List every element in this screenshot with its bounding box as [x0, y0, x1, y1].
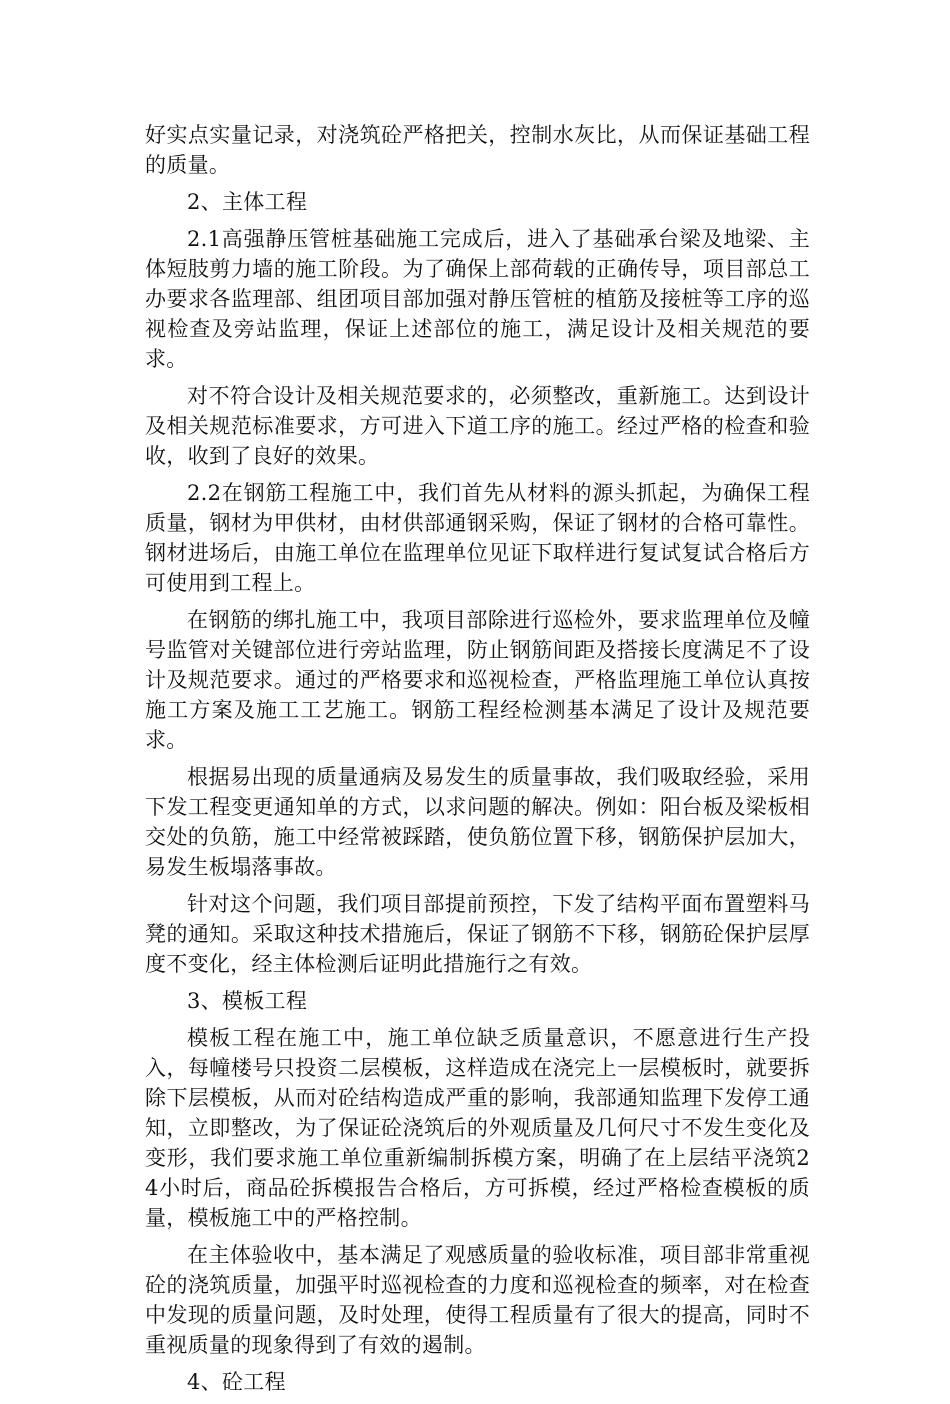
- document-body: [145, 120, 810, 1404]
- paragraph: 在钢筋的绑扎施工中，我项目部除进行巡检外，要求监理单位及幢号监管对关键部位进行旁站监理，防止钢筋间距及搭接长度满足不了设计及规范要求。通过的严格要求和巡视检查，严格监理施工单位认真按施工方案及施工工艺施工。钢筋工程经检测基本满足了设计及规范要求。: [145, 608, 810, 752]
- paragraph: 2.2在钢筋工程施工中，我们首先从材料的源头抓起，为确保工程质量，钢材为甲供材，由材供部通钢采购，保证了钢材的合格可靠性。钢材进场后，由施工单位在监理单位见证下取样进行复试复试合格后方可使用到工程上。: [145, 481, 810, 595]
- section-heading-formwork: 3、模板工程: [187, 989, 308, 1013]
- paragraph: 根据易出现的质量通病及易发生的质量事故，我们吸取经验，采用下发工程变更通知单的方式，以求问题的解决。例如：阳台板及梁板相交处的负筋，施工中经常被踩踏，使负筋位置下移，钢筋保护层加大，易发生板塌落事故。: [145, 765, 810, 879]
- paragraph: 对不符合设计及相关规范要求的，必须整改，重新施工。达到设计及相关规范标准要求，方可进入下道工序的施工。经过严格的检查和验收，收到了良好的效果。: [145, 384, 810, 468]
- paragraph: 针对这个问题，我们项目部提前预控，下发了结构平面布置塑料马凳的通知。采取这种技术措施后，保证了钢筋不下移，钢筋砼保护层厚度不变化，经主体检测后证明此措施行之有效。: [145, 892, 810, 976]
- section-heading-concrete: 4、砼工程: [187, 1370, 286, 1394]
- paragraph: 2.1高强静压管桩基础施工完成后，进入了基础承台梁及地梁、主体短肢剪力墙的施工阶段。为了确保上部荷载的正确传导，项目部总工办要求各监理部、组团项目部加强对静压管桩的植筋及接桩等工序的巡视检查及旁站监理，保证上述部位的施工，满足设计及相关规范的要求。: [145, 227, 810, 371]
- paragraph: 模板工程在施工中，施工单位缺乏质量意识，不愿意进行生产投入，每幢楼号只投资二层模板，这样造成在浇完上一层模板时，就要拆除下层模板，从而对砼结构造成严重的影响，我部通知监理下发停工通知，立即整改，为了保证砼浇筑后的外观质量及几何尺寸不发生变化及变形，我们要求施工单位重新编制拆模方案，明确了在上层结平浇筑24小时后，商品砼拆模报告合格后，方可拆模，经过严格检查模板的质量，模板施工中的严格控制。: [145, 1026, 810, 1230]
- paragraph: 在主体验收中，基本满足了观感质量的验收标准，项目部非常重视砼的浇筑质量，加强平时巡视检查的力度和巡视检查的频率，对在检查中发现的质量问题，及时处理，使得工程质量有了很大的提高，同时不重视质量的现象得到了有效的遏制。: [145, 1243, 810, 1357]
- paragraph-continuation: 好实点实量记录，对浇筑砼严格把关，控制水灰比，从而保证基础工程的质量。: [145, 123, 810, 177]
- section-heading-main-structure: 2、主体工程: [187, 190, 308, 214]
